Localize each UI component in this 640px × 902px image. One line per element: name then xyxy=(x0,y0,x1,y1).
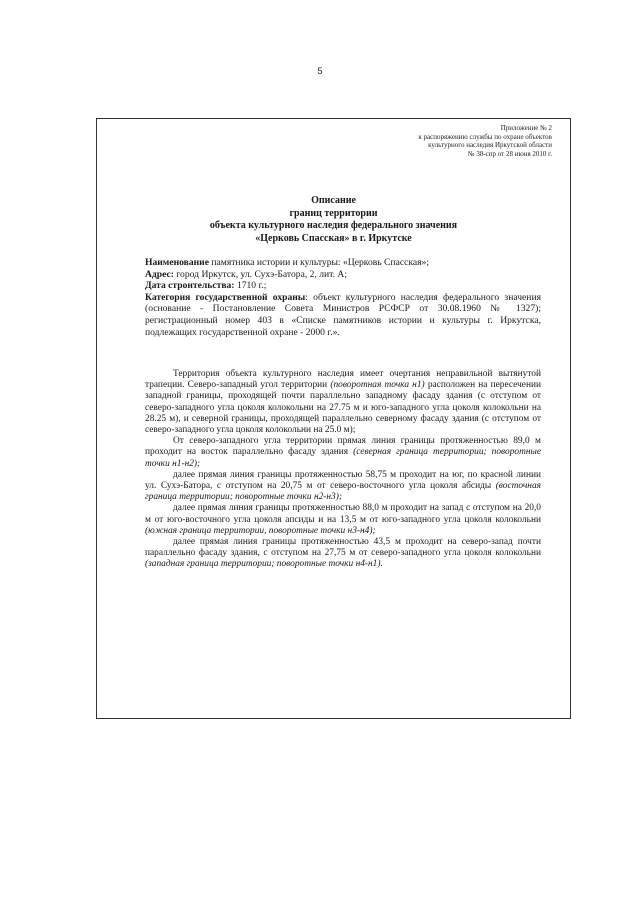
title-line: объекта культурного наследия федерального значения xyxy=(209,220,458,231)
category-label: Категория государственной охраны xyxy=(145,291,306,303)
paragraph xyxy=(145,369,541,436)
paragraph xyxy=(145,503,541,537)
date-label: Дата стронтельства: xyxy=(145,280,235,292)
appendix-line: № 38-спр от 28 июня 2010 г. xyxy=(467,149,552,158)
name-label: Наименование xyxy=(145,257,209,268)
appendix-line: к распоряжению службы по охране объектов xyxy=(418,132,552,141)
paragraph-text: От северо-западного угла территории прямая линия границы протяженностью 89,0 м проходит на восток параллельно фасаду здания xyxy=(145,436,541,458)
appendix-note xyxy=(418,124,552,158)
paragraph xyxy=(145,537,541,571)
title-line: «Церковь Спасская» в г. Иркутске xyxy=(255,232,412,244)
document-frame xyxy=(96,118,571,719)
paragraph-text: расположен на пересечении западной границы, проходящей почти параллельно западному фасаду здания (с отступом от северо-западного угла цоколя колокольни на 27.75 м и юго-западного угла цоколя колокольни на 28.25 м), и северной границы, проходящей параллельно северному фасаду здания (с отступом от северо-западного угла цоколя колокольни на 25.0 м); xyxy=(145,380,541,436)
appendix-line: Приложение № 2 xyxy=(500,124,552,132)
paragraph-text: далее прямая линия границы протяженностью 88,0 м проходит на запад с отступом на 20,0 м от юго-восточного угла цоколя апсиды и на 13,5 м от юго-западного угла цоколя колокольни xyxy=(145,503,541,525)
info-name xyxy=(145,257,541,269)
point-reference: (восточная граница территории; поворотные точки н2-н3); xyxy=(145,481,541,503)
page-number: 5 xyxy=(317,66,323,76)
appendix-line: культурного наследия Иркутской области xyxy=(428,141,552,149)
title-line: границ территории xyxy=(289,207,378,219)
info-address xyxy=(145,269,541,281)
title-line: Описание xyxy=(311,195,356,206)
point-reference: (западная граница территории; поворотные точки н4-н1). xyxy=(145,559,383,570)
object-info xyxy=(145,257,541,338)
category-value: : объект культурного наследия федерального значения (основание - Постановление Совета Министров РСФСР от 30.08.1960 № 1327); регистрационный номер 403 в «Списке памятников истории и культуры г. Иркутска, подлежащих государственной охране - 2000 г.». xyxy=(145,291,541,338)
address-label: Адрес: xyxy=(145,268,174,280)
boundary-description xyxy=(145,369,541,571)
paragraph xyxy=(145,436,541,470)
name-value: памятника истории и культуры: «Церковь Спасская»; xyxy=(208,257,430,268)
date-value: 1710 г.; xyxy=(234,280,267,292)
paragraph xyxy=(145,470,541,504)
paragraph-text: Территория объекта культурного наследия имеет очертания неправильной вытянутой трапеции. Северо-западный угол территории xyxy=(145,369,541,391)
info-date xyxy=(145,280,541,292)
info-category xyxy=(145,292,541,338)
point-reference: (поворотная точка н1) xyxy=(330,380,425,391)
paragraph-text: далее прямая линия границы протяженностью 58,75 м проходит на юг, по красной линии ул. Сухэ-Батора, с отступом на 20,75 м от северо-восточного угла цоколя абсиды xyxy=(145,469,541,492)
document-title xyxy=(97,195,570,245)
point-reference: (южная граница территории, поворотные точки н3-н4); xyxy=(145,525,376,536)
point-reference: (северная граница территории; поворотные точки н1-н2); xyxy=(145,447,542,469)
paragraph-text: далее прямая линия границы протяженностью 43,5 м проходит на северо-запад почти параллельно фасаду здания, с отступом на 27,75 м от северо-западного угла цоколя колокольни xyxy=(145,537,541,559)
address-value: город Иркутск, ул. Сухэ-Батора, 2, лит. А; xyxy=(173,268,348,280)
